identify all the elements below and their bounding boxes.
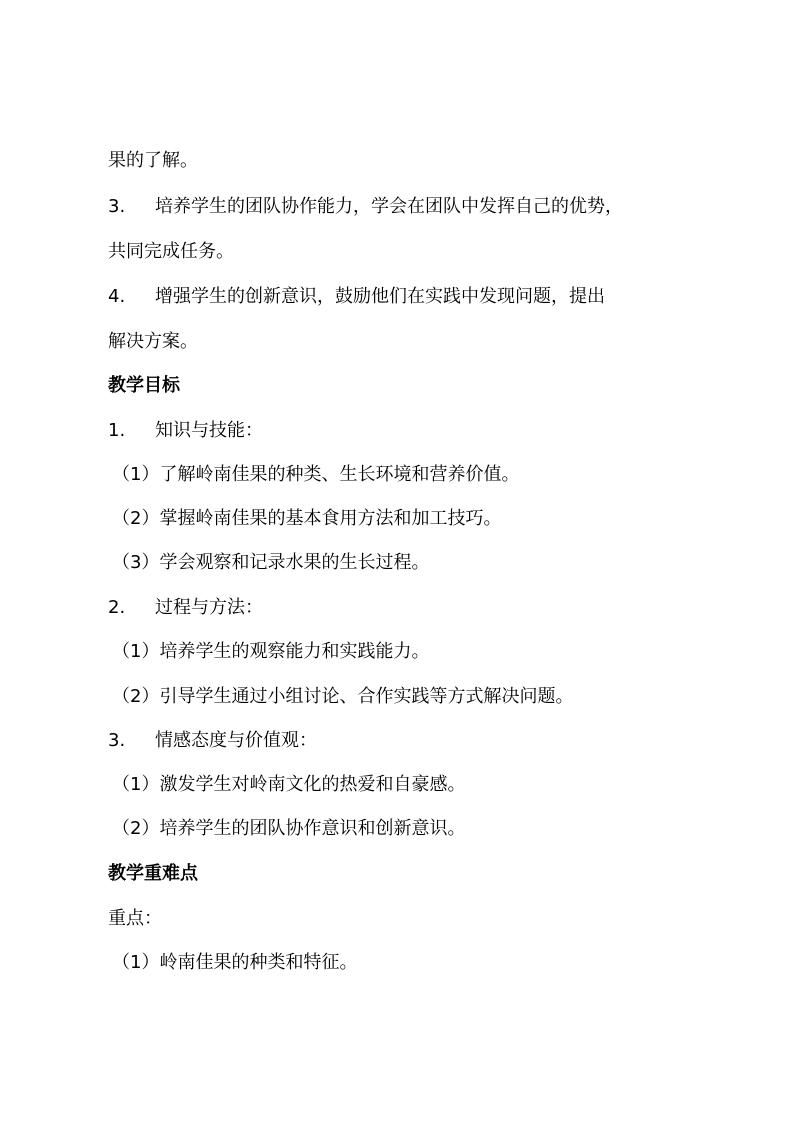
sub-item (112, 773, 465, 797)
sub-item (112, 685, 573, 709)
sub-item (112, 817, 465, 841)
numbered-item (108, 195, 623, 219)
line-text: （1）激发学生对岭南文化的热爱和自豪感。 (112, 774, 466, 795)
line-text: 增强学生的创新意识，鼓励他们在实践中发现问题，提出 (155, 286, 605, 307)
heading-text: 教学重难点 (108, 863, 198, 884)
line-text: （2）引导学生通过小组讨论、合作实践等方式解决问题。 (112, 686, 574, 707)
item-number: 3. (108, 196, 126, 217)
heading-text: 教学目标 (108, 375, 180, 396)
paragraph-line (108, 907, 162, 931)
line-text: 培养学生的团队协作能力，学会在团队中发挥自己的优势， (155, 196, 623, 217)
numbered-item (108, 729, 317, 753)
line-text: 知识与技能： (155, 420, 263, 441)
item-number: 1. (108, 420, 126, 441)
item-number: 2. (108, 597, 126, 618)
paragraph-line (108, 240, 234, 264)
numbered-item (108, 285, 605, 309)
line-text: （2）掌握岭南佳果的基本食用方法和加工技巧。 (112, 508, 502, 529)
numbered-item (108, 596, 263, 620)
numbered-item (108, 419, 263, 443)
line-text: （1）了解岭南佳果的种类、生长环境和营养价值。 (112, 464, 520, 485)
sub-item (112, 951, 357, 975)
item-number: 3. (108, 730, 126, 751)
line-text: （3）学会观察和记录水果的生长过程。 (112, 552, 430, 573)
item-number: 4. (108, 286, 126, 307)
sub-item (112, 551, 429, 575)
line-text: 重点： (108, 908, 162, 929)
line-text: （1）培养学生的观察能力和实践能力。 (112, 641, 430, 662)
line-text: 过程与方法： (155, 597, 263, 618)
paragraph-line (108, 149, 198, 173)
line-text: 果的了解。 (108, 150, 198, 171)
paragraph-line (108, 330, 198, 354)
sub-item (112, 640, 429, 664)
sub-item (112, 507, 501, 531)
section-heading (108, 374, 180, 398)
section-heading (108, 862, 198, 886)
line-text: 情感态度与价值观： (155, 730, 317, 751)
line-text: 解决方案。 (108, 331, 198, 352)
line-text: （2）培养学生的团队协作意识和创新意识。 (112, 818, 466, 839)
sub-item (112, 463, 519, 487)
line-text: 共同完成任务。 (108, 241, 234, 262)
line-text: （1）岭南佳果的种类和特征。 (112, 952, 358, 973)
